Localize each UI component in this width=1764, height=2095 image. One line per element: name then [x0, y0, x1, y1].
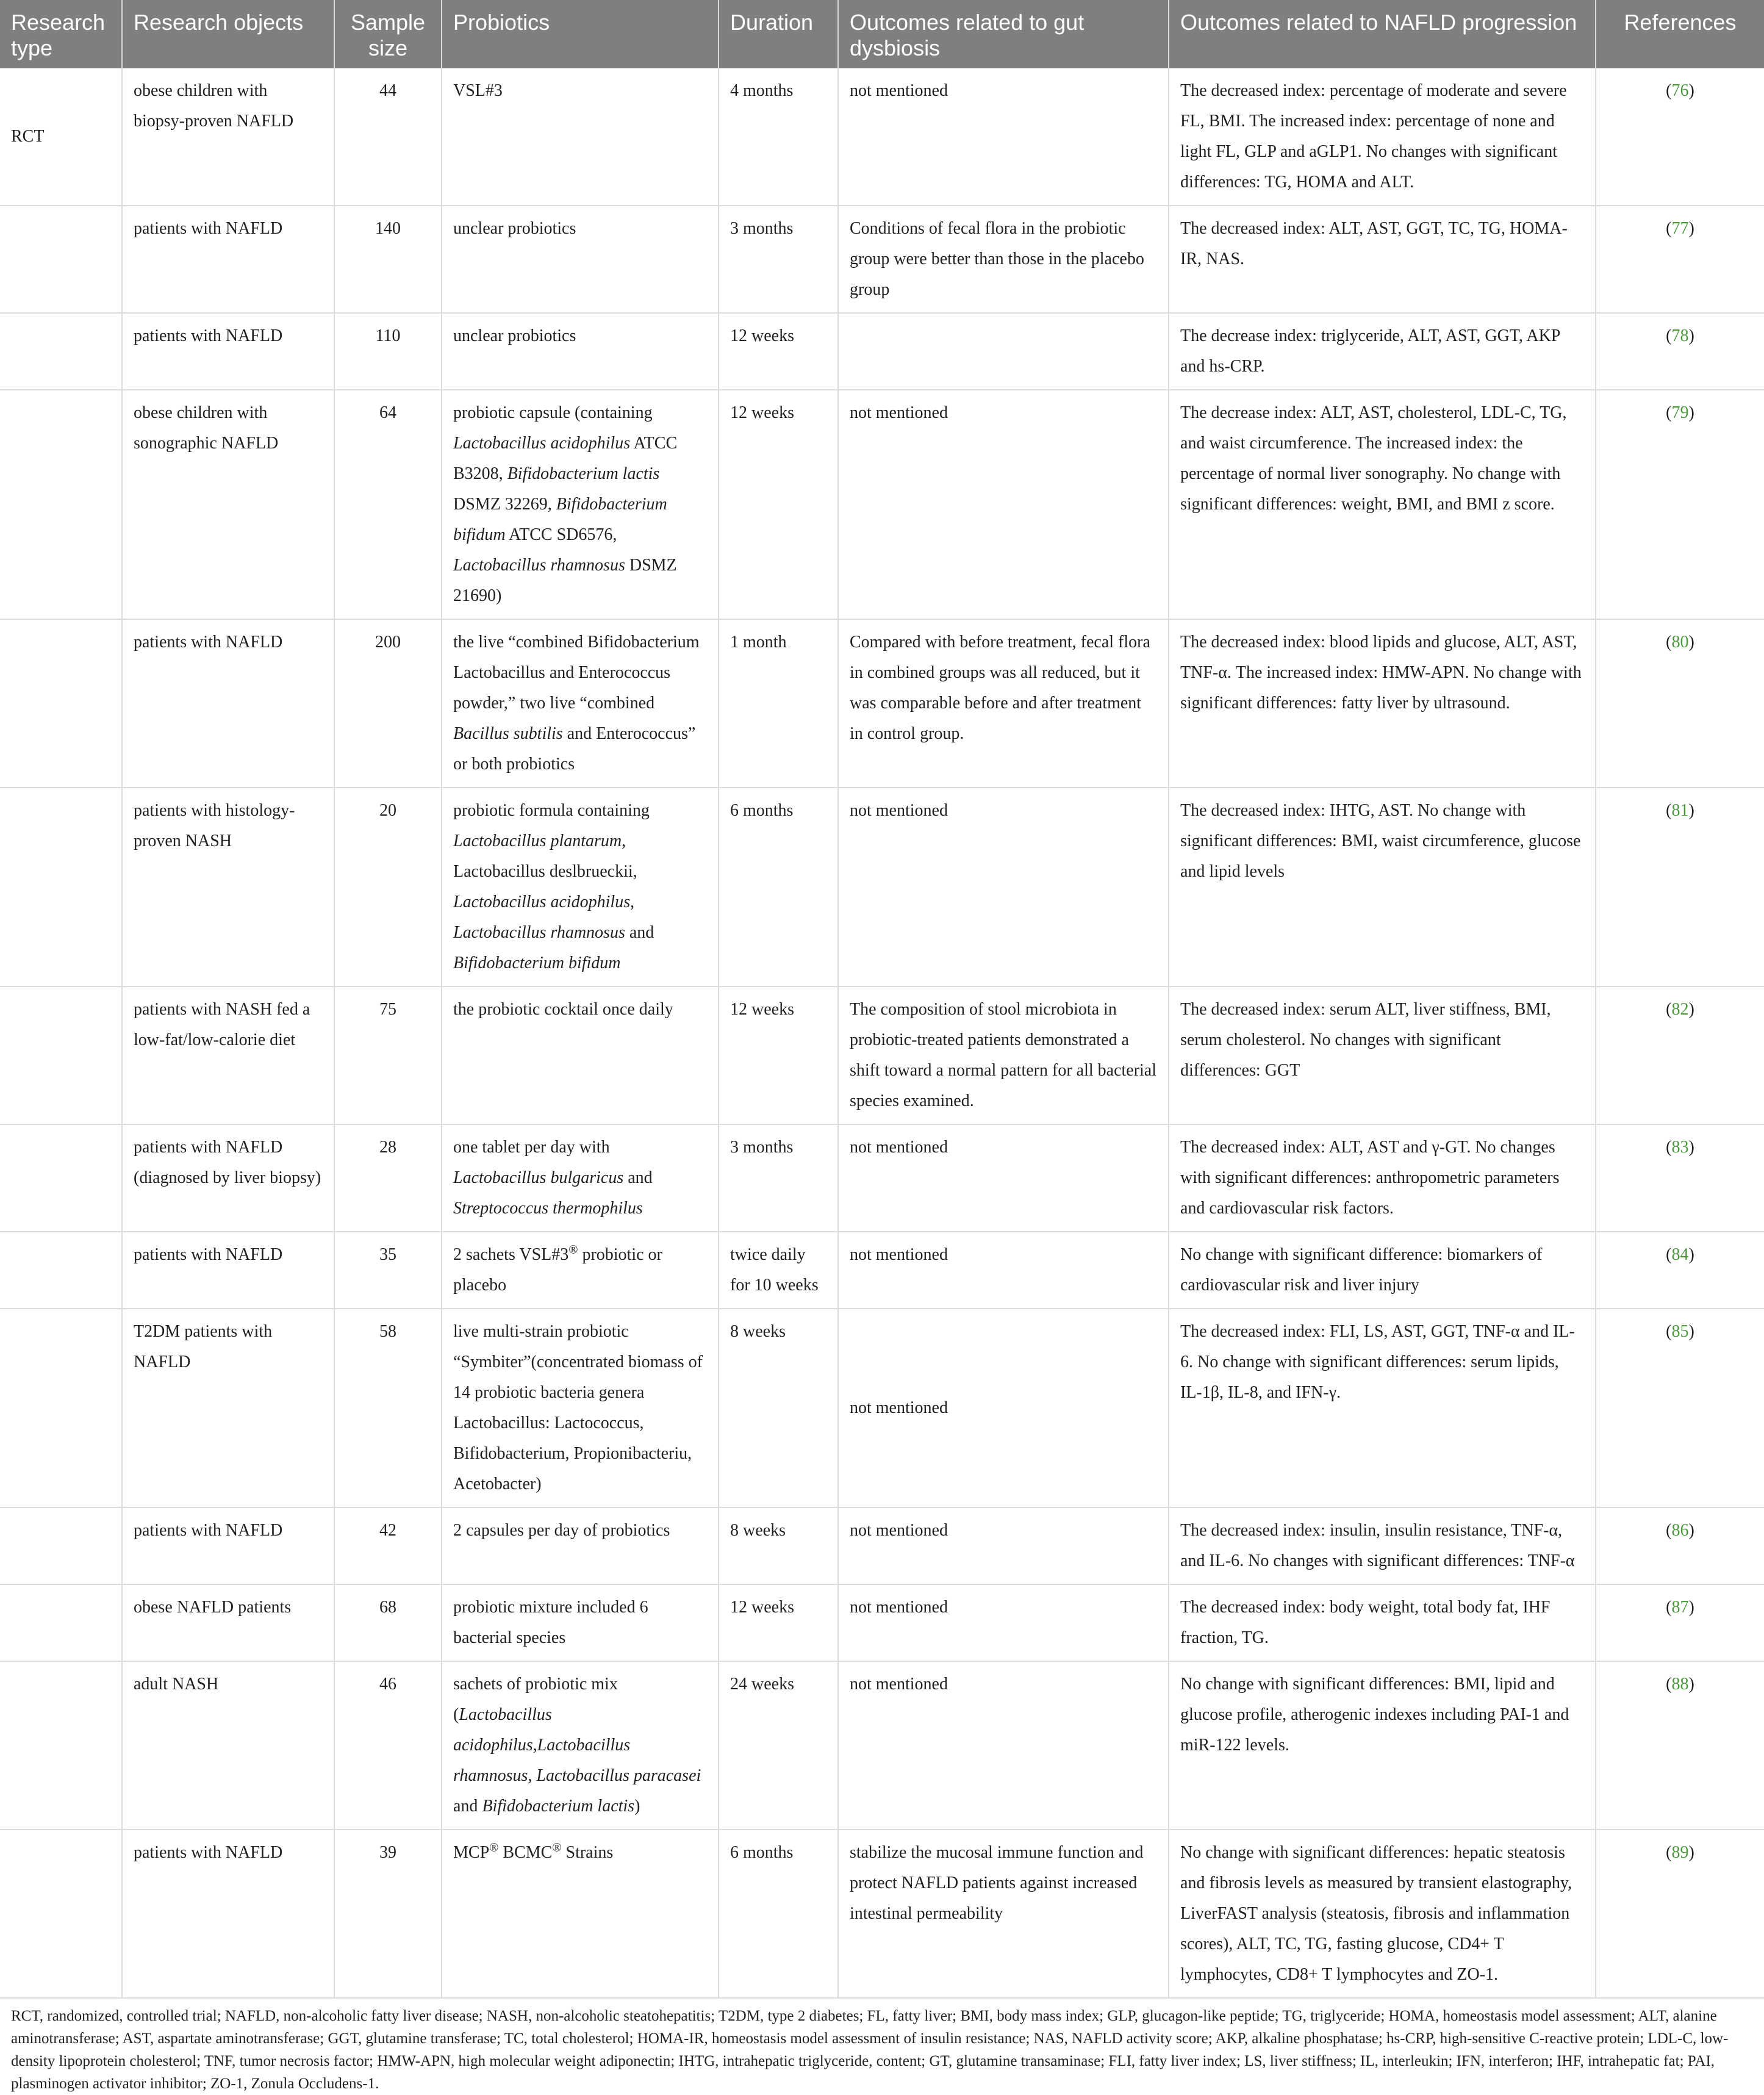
probiotic-text: and [623, 1168, 653, 1187]
cell-duration: 12 weeks [719, 390, 838, 619]
cell-research-type [0, 1661, 122, 1830]
cell-probiotics [442, 619, 719, 788]
table-row [0, 390, 1764, 619]
probiotic-text: unclear probiotics [453, 326, 576, 345]
probiotic-text: ® [568, 1243, 578, 1257]
reference-link[interactable]: 80 [1671, 633, 1689, 652]
probiotic-text: probiotic capsule (containing [453, 403, 653, 422]
probiotic-text: MCP [453, 1843, 490, 1862]
ref-close-paren: ) [1688, 1138, 1694, 1157]
probiotic-species-name: Bacillus subtilis [453, 724, 563, 743]
ref-close-paren: ) [1688, 81, 1694, 100]
cell-reference [1596, 788, 1764, 986]
cell-gut-dysbiosis: stabilize the mucosal immune function and protect NAFLD patients against increased intestinal permeability [838, 1830, 1169, 1998]
probiotic-text: DSMZ 21690) [453, 556, 677, 605]
probiotic-species-name: Lactobacillus rhamnosus [453, 556, 625, 575]
cell-probiotics [442, 1661, 719, 1830]
cell-duration: 6 months [719, 788, 838, 986]
cell-nafld-progression: The decreased index: serum ALT, liver stiffness, BMI, serum cholesterol. No changes with significant differences: GGT [1169, 986, 1596, 1124]
cell-gut-dysbiosis: not mentioned [838, 1232, 1169, 1309]
probiotic-text: and Enterococcus” or both probiotics [453, 724, 696, 774]
table-row [0, 313, 1764, 390]
ref-close-paren: ) [1688, 1598, 1694, 1617]
cell-nafld-progression: The decrease index: ALT, AST, cholesterol, LDL-C, TG, and waist circumference. The increased index: the percentage of normal liver sonography. No change with significant differences: weight, BMI, and BMI z score. [1169, 390, 1596, 619]
header-nafld-progression: Outcomes related to NAFLD progression [1169, 0, 1596, 68]
cell-research-type [0, 206, 122, 313]
probiotic-text: ) [634, 1797, 640, 1816]
cell-sample-size: 20 [334, 788, 442, 986]
cell-reference [1596, 1124, 1764, 1232]
cell-research-type [0, 788, 122, 986]
reference-link[interactable]: 77 [1671, 219, 1689, 238]
table-footnote: RCT, randomized, controlled trial; NAFLD, non-alcoholic fatty liver disease; NASH, non-alcoholic steatohepatitis; T2DM, type 2 diabetes; FL, fatty liver; BMI, body mass index; GLP, glucagon-like peptide; TG, triglyceride; HOMA, homeostasis model assessment; ALT, alanine aminotransferase; AST, aspartate aminotransferase; GGT, glutamine transferase; TC, total cholesterol; HOMA-IR, homeostasis model assessment of insulin resistance; NAS, NAFLD activity score; AKP, alkaline phosphatase; hs-CRP, high-sensitive C-reactive protein; LDL-C, low-density lipoprotein cholesterol; TNF, tumor necrosis factor; HMW-APN, high molecular weight adiponectin; IHTG, intrahepatic triglyceride, content; GT, glutamine transaminase; FLI, fatty liver index; LS, liver stiffness; IL, interleukin; IFN, interferon; IHF, intrahepatic fat; PAI, plasminogen activator inhibitor; ZO-1, Zonula Occludens-1. [11, 2008, 1729, 2092]
cell-reference [1596, 390, 1764, 619]
probiotic-text: one tablet per day with [453, 1138, 610, 1157]
cell-research-type [0, 1124, 122, 1232]
cell-reference [1596, 1507, 1764, 1584]
table-row [0, 986, 1764, 1124]
cell-nafld-progression: The decreased index: ALT, AST and γ-GT. No changes with significant differences: anthropometric parameters and cardiovascular risk factors. [1169, 1124, 1596, 1232]
probiotic-text: probiotic or placebo [453, 1245, 662, 1295]
cell-research-objects: patients with NAFLD [122, 313, 334, 390]
cell-nafld-progression: The decreased index: percentage of moderate and severe FL, BMI. The increased index: percentage of none and light FL, GLP and aGLP1. No changes with significant differences: TG, HOMA and ALT. [1169, 68, 1596, 206]
probiotic-species-name: Lactobacillus bulgaricus [453, 1168, 624, 1187]
table-row [0, 1232, 1764, 1309]
cell-probiotics [442, 986, 719, 1124]
table-header [0, 0, 1764, 68]
ref-close-paren: ) [1688, 1843, 1694, 1862]
probiotic-text: , [528, 1766, 537, 1785]
cell-probiotics [442, 1507, 719, 1584]
cell-sample-size: 64 [334, 390, 442, 619]
ref-close-paren: ) [1688, 1245, 1694, 1264]
table-row [0, 1124, 1764, 1232]
probiotic-text: ATCC SD6576, [505, 525, 617, 544]
table-row [0, 1507, 1764, 1584]
probiotic-species-name: Bifidobacterium bifidum [453, 495, 667, 544]
cell-research-type [0, 390, 122, 619]
cell-duration: 3 months [719, 1124, 838, 1232]
cell-research-objects: patients with NAFLD [122, 1232, 334, 1309]
probiotic-text: unclear probiotics [453, 219, 576, 238]
cell-research-type [0, 986, 122, 1124]
table-row [0, 1661, 1764, 1830]
probiotic-text: sachets of probiotic mix ( [453, 1675, 618, 1724]
cell-duration: 12 weeks [719, 986, 838, 1124]
ref-close-paren: ) [1688, 1000, 1694, 1019]
reference-link[interactable]: 89 [1671, 1843, 1689, 1862]
cell-research-type [0, 1232, 122, 1309]
ref-open-paren: ( [1666, 1843, 1672, 1862]
cell-sample-size: 44 [334, 68, 442, 206]
cell-research-type: RCT [0, 68, 122, 206]
cell-research-type [0, 1507, 122, 1584]
probiotic-text: and [625, 923, 654, 942]
probiotic-text: live multi-strain probiotic “Symbiter”(concentrated biomass of 14 probiotic bacteria genera Lactobacillus: Lactococcus, Bifidobacterium, Propionibacteriu, Acetobacter) [453, 1322, 703, 1493]
reference-link[interactable]: 78 [1671, 326, 1689, 345]
table-row [0, 788, 1764, 986]
ref-open-paren: ( [1666, 1598, 1672, 1617]
cell-duration: 6 months [719, 1830, 838, 1998]
cell-research-objects: patients with NAFLD (diagnosed by liver biopsy) [122, 1124, 334, 1232]
ref-close-paren: ) [1688, 326, 1694, 345]
probiotic-text: 2 capsules per day of probiotics [453, 1521, 670, 1540]
cell-sample-size: 42 [334, 1507, 442, 1584]
probiotic-species-name: Lactobacillus acidophilus [453, 893, 631, 911]
cell-research-objects: obese NAFLD patients [122, 1584, 334, 1661]
probiotic-species-name: Bifidobacterium lactis [482, 1797, 635, 1816]
cell-research-objects: patients with histology-proven NASH [122, 788, 334, 986]
header-probiotics: Probiotics [442, 0, 719, 68]
probiotic-text: ATCC B3208, [453, 434, 678, 483]
probiotic-text: ® [552, 1841, 562, 1855]
ref-close-paren: ) [1688, 1675, 1694, 1694]
cell-nafld-progression: The decreased index: insulin, insulin resistance, TNF-α, and IL-6. No changes with significant differences: TNF-α [1169, 1507, 1596, 1584]
cell-sample-size: 28 [334, 1124, 442, 1232]
table-body [0, 68, 1764, 1998]
cell-gut-dysbiosis: not mentioned [838, 788, 1169, 986]
reference-link[interactable]: 85 [1671, 1322, 1689, 1341]
probiotic-species-name: Lactobacillus acidophilus [453, 1705, 552, 1755]
header-gut-dysbiosis: Outcomes related to gut dysbiosis [838, 0, 1169, 68]
ref-close-paren: ) [1688, 633, 1694, 652]
ref-close-paren: ) [1688, 403, 1694, 422]
cell-research-type [0, 619, 122, 788]
probiotic-species-name: Bifidobacterium lactis [507, 464, 660, 483]
cell-gut-dysbiosis: not mentioned [838, 1124, 1169, 1232]
ref-close-paren: ) [1688, 219, 1694, 238]
cell-research-objects: obese children with biopsy-proven NAFLD [122, 68, 334, 206]
reference-link[interactable]: 79 [1671, 403, 1689, 422]
header-references: References [1596, 0, 1764, 68]
reference-link[interactable]: 76 [1671, 81, 1689, 100]
cell-reference [1596, 619, 1764, 788]
cell-probiotics [442, 68, 719, 206]
probiotic-text: , [630, 893, 635, 911]
ref-open-paren: ( [1666, 801, 1672, 820]
probiotic-species-name: Lactobacillus acidophilus [453, 434, 631, 453]
ref-open-paren: ( [1666, 1675, 1672, 1694]
cell-probiotics [442, 390, 719, 619]
reference-link[interactable]: 87 [1671, 1598, 1689, 1617]
cell-nafld-progression: The decrease index: triglyceride, ALT, AST, GGT, AKP and hs-CRP. [1169, 313, 1596, 390]
ref-open-paren: ( [1666, 1245, 1672, 1264]
reference-link[interactable]: 84 [1671, 1245, 1689, 1264]
probiotic-species-name: Lactobacillus rhamnosus [453, 923, 625, 942]
ref-close-paren: ) [1688, 1322, 1694, 1341]
probiotic-text: probiotic mixture included 6 bacterial species [453, 1598, 648, 1647]
reference-link[interactable]: 82 [1671, 1000, 1689, 1019]
cell-reference [1596, 68, 1764, 206]
probiotic-species-name: Lactobacillus rhamnosus [453, 1736, 631, 1785]
cell-research-objects: T2DM patients with NAFLD [122, 1309, 334, 1507]
cell-nafld-progression: The decreased index: FLI, LS, AST, GGT, TNF-α and IL-6. No change with significant differences: serum lipids, IL-1β, IL-8, and IFN-γ. [1169, 1309, 1596, 1507]
header-row [0, 0, 1764, 68]
ref-open-paren: ( [1666, 1000, 1672, 1019]
ref-open-paren: ( [1666, 1138, 1672, 1157]
cell-duration: 12 weeks [719, 313, 838, 390]
cell-research-objects: patients with NAFLD [122, 1830, 334, 1998]
cell-research-objects: adult NASH [122, 1661, 334, 1830]
cell-nafld-progression: The decreased index: ALT, AST, GGT, TC, TG, HOMA-IR, NAS. [1169, 206, 1596, 313]
cell-duration: 12 weeks [719, 1584, 838, 1661]
probiotic-species-name: Streptococcus thermophilus [453, 1199, 643, 1218]
cell-sample-size: 200 [334, 619, 442, 788]
cell-probiotics [442, 1232, 719, 1309]
probiotic-species-name: Lactobacillus plantarum [453, 832, 622, 850]
cell-research-objects: patients with NASH fed a low-fat/low-calorie diet [122, 986, 334, 1124]
cell-sample-size: 75 [334, 986, 442, 1124]
cell-gut-dysbiosis: not mentioned [838, 68, 1169, 206]
probiotic-text: 2 sachets VSL#3 [453, 1245, 569, 1264]
probiotic-text: VSL#3 [453, 81, 503, 100]
probiotic-text: Strains [561, 1843, 614, 1862]
cell-sample-size: 140 [334, 206, 442, 313]
probiotic-text: , Lactobacillus deslbrueckii, [453, 832, 637, 881]
probiotic-text: the probiotic cocktail once daily [453, 1000, 673, 1019]
cell-duration: twice daily for 10 weeks [719, 1232, 838, 1309]
cell-probiotics [442, 788, 719, 986]
cell-reference [1596, 1830, 1764, 1998]
ref-close-paren: ) [1688, 801, 1694, 820]
header-duration: Duration [719, 0, 838, 68]
reference-link[interactable]: 86 [1671, 1521, 1689, 1540]
probiotic-text: probiotic formula containing [453, 801, 650, 820]
cell-nafld-progression: The decreased index: IHTG, AST. No change with significant differences: BMI, waist circumference, glucose and lipid levels [1169, 788, 1596, 986]
ref-open-paren: ( [1666, 1521, 1672, 1540]
reference-link[interactable]: 81 [1671, 801, 1689, 820]
cell-reference [1596, 206, 1764, 313]
cell-gut-dysbiosis: not mentioned [838, 1309, 1169, 1507]
cell-research-objects: obese children with sonographic NAFLD [122, 390, 334, 619]
cell-gut-dysbiosis: not mentioned [838, 1507, 1169, 1584]
cell-reference [1596, 1661, 1764, 1830]
cell-gut-dysbiosis: not mentioned [838, 1661, 1169, 1830]
cell-research-type [0, 313, 122, 390]
cell-duration: 8 weeks [719, 1309, 838, 1507]
probiotic-text: BCMC [498, 1843, 553, 1862]
cell-sample-size: 110 [334, 313, 442, 390]
probiotic-species-name: Bifidobacterium bifidum [453, 954, 621, 972]
ref-open-paren: ( [1666, 633, 1672, 652]
cell-reference [1596, 1309, 1764, 1507]
probiotic-text: the live “combined Bifidobacterium Lactobacillus and Enterococcus powder,” two live “combined [453, 633, 700, 713]
ref-open-paren: ( [1666, 81, 1672, 100]
cell-sample-size: 39 [334, 1830, 442, 1998]
cell-research-objects: patients with NAFLD [122, 206, 334, 313]
cell-sample-size: 46 [334, 1661, 442, 1830]
cell-research-objects: patients with NAFLD [122, 619, 334, 788]
header-research-objects: Research objects [122, 0, 334, 68]
cell-gut-dysbiosis: Compared with before treatment, fecal flora in combined groups was all reduced, but it was comparable before and after treatment in control group. [838, 619, 1169, 788]
ref-close-paren: ) [1688, 1521, 1694, 1540]
cell-gut-dysbiosis: not mentioned [838, 1584, 1169, 1661]
cell-probiotics [442, 1309, 719, 1507]
table-row [0, 619, 1764, 788]
cell-probiotics [442, 1124, 719, 1232]
cell-probiotics [442, 206, 719, 313]
probiotic-species-name: Lactobacillus paracasei [536, 1766, 701, 1785]
ref-open-paren: ( [1666, 219, 1672, 238]
probiotic-text: ® [489, 1841, 499, 1855]
probiotic-text: , [532, 1736, 537, 1755]
cell-nafld-progression: No change with significant difference: biomarkers of cardiovascular risk and liver injury [1169, 1232, 1596, 1309]
table-row [0, 1309, 1764, 1507]
cell-nafld-progression: The decreased index: body weight, total body fat, IHF fraction, TG. [1169, 1584, 1596, 1661]
probiotic-text: DSMZ 32269, [453, 495, 556, 514]
cell-nafld-progression: The decreased index: blood lipids and glucose, ALT, AST, TNF-α. The increased index: HMW-APN. No change with significant differences: fatty liver by ultrasound. [1169, 619, 1596, 788]
cell-sample-size: 58 [334, 1309, 442, 1507]
ref-open-paren: ( [1666, 326, 1672, 345]
cell-research-objects: patients with NAFLD [122, 1507, 334, 1584]
cell-probiotics [442, 313, 719, 390]
cell-gut-dysbiosis: Conditions of fecal flora in the probiotic group were better than those in the placebo group [838, 206, 1169, 313]
cell-gut-dysbiosis [838, 313, 1169, 390]
cell-gut-dysbiosis: The composition of stool microbiota in probiotic-treated patients demonstrated a shift toward a normal pattern for all bacterial species examined. [838, 986, 1169, 1124]
cell-reference [1596, 986, 1764, 1124]
reference-link[interactable]: 88 [1671, 1675, 1689, 1694]
table-row [0, 1584, 1764, 1661]
table-row [0, 68, 1764, 206]
cell-probiotics [442, 1830, 719, 1998]
cell-sample-size: 35 [334, 1232, 442, 1309]
cell-research-type [0, 1584, 122, 1661]
cell-duration: 1 month [719, 619, 838, 788]
cell-reference [1596, 1584, 1764, 1661]
table-row [0, 206, 1764, 313]
cell-duration: 8 weeks [719, 1507, 838, 1584]
cell-reference [1596, 1232, 1764, 1309]
cell-research-type [0, 1830, 122, 1998]
cell-duration: 24 weeks [719, 1661, 838, 1830]
cell-sample-size: 68 [334, 1584, 442, 1661]
ref-open-paren: ( [1666, 403, 1672, 422]
cell-probiotics [442, 1584, 719, 1661]
table-row [0, 1830, 1764, 1998]
cell-gut-dysbiosis: not mentioned [838, 390, 1169, 619]
probiotic-text: and [453, 1797, 482, 1816]
header-research-type: Research type [0, 0, 122, 68]
cell-duration: 3 months [719, 206, 838, 313]
ref-open-paren: ( [1666, 1322, 1672, 1341]
cell-duration: 4 months [719, 68, 838, 206]
cell-nafld-progression: No change with significant differences: BMI, lipid and glucose profile, atherogenic indexes including PAI-1 and miR-122 levels. [1169, 1661, 1596, 1830]
cell-reference [1596, 313, 1764, 390]
cell-research-type [0, 1309, 122, 1507]
reference-link[interactable]: 83 [1671, 1138, 1689, 1157]
cell-nafld-progression: No change with significant differences: hepatic steatosis and fibrosis levels as measured by transient elastography, LiverFAST analysis (steatosis, fibrosis and inflammation scores), ALT, TC, TG, fasting glucose, CD4+ T lymphocytes, CD8+ T lymphocytes and ZO-1. [1169, 1830, 1596, 1998]
header-sample-size: Sample size [334, 0, 442, 68]
